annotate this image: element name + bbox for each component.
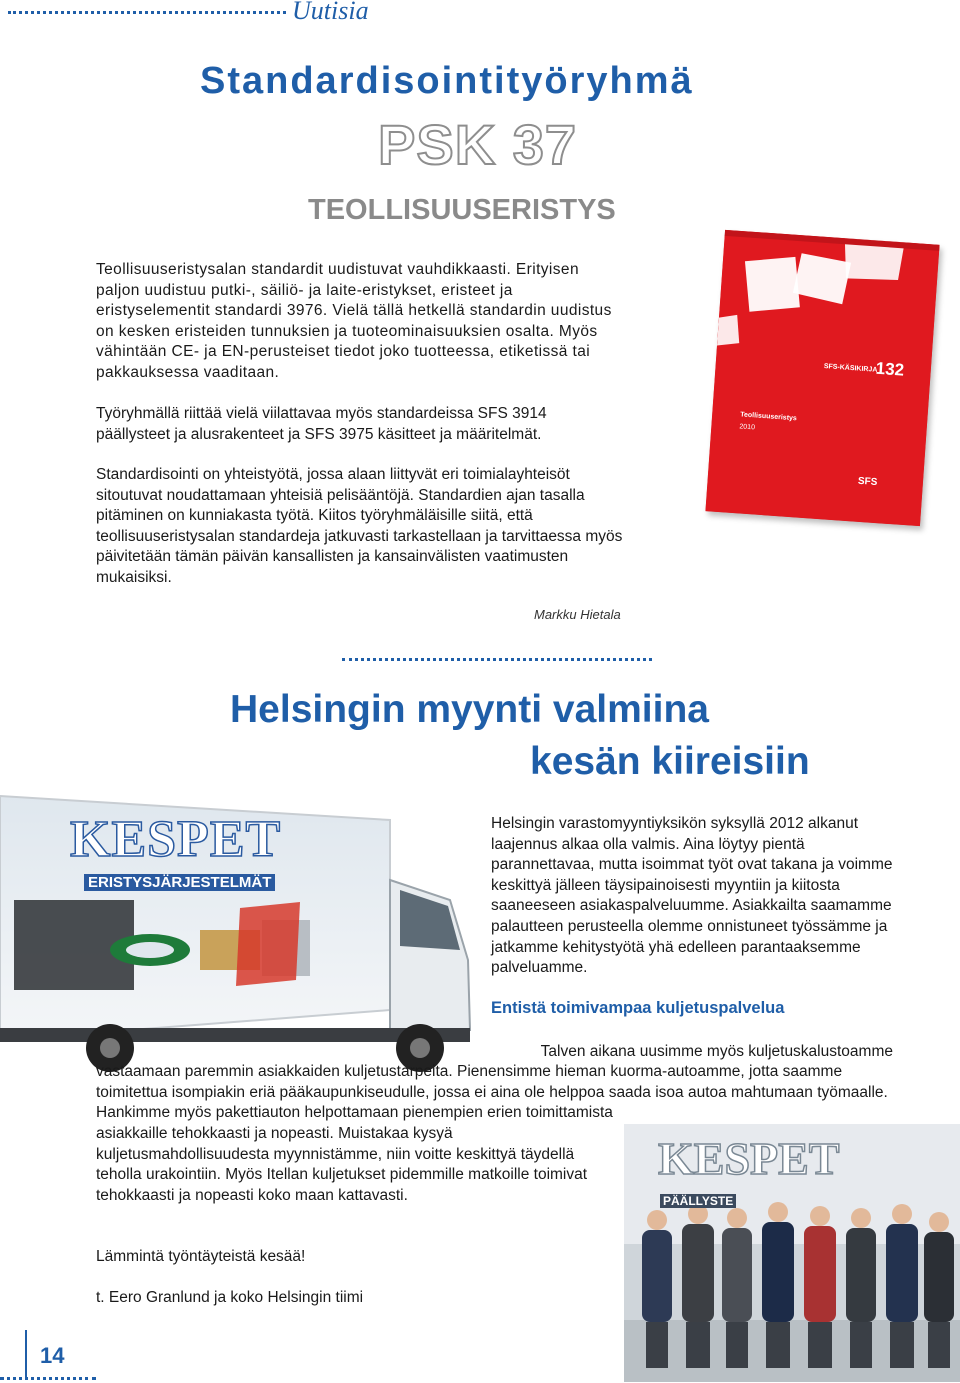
footer-dotted-rule — [0, 1377, 96, 1380]
article2-paragraph-2a: Talven aikana uusimme myös kuljetuskalustoamme — [540, 1043, 893, 1060]
article-separator — [342, 658, 652, 661]
book-year: 2010 — [739, 423, 756, 432]
banner-slogan: PÄÄLLYSTE — [660, 1194, 736, 1208]
article1-title: Standardisointityöryhmä — [200, 60, 694, 102]
truck-slogan: ERISTYSJÄRJESTELMÄT — [84, 874, 275, 891]
team-photo — [624, 1124, 960, 1382]
page-number: 14 — [40, 1343, 65, 1368]
banner-brand: KESPET — [658, 1133, 840, 1184]
book-series: SFS-KÄSIKIRJA — [823, 363, 878, 374]
article2-paragraph-1: Helsingin varastomyyntiyksikön syksyllä 2012 alkanut laajennus alkaa olla valmis. Aina löytyy pientä parannettavaa, mutta isoimmat työt ovat takana ja voimme keskittyä jälleen täysipainoisesti myyntiin ja kiitosta saaneeseen asiakaspalveluumme. Asiakkailta saamamme palautteen perusteella olemme onnistuneet työssämme ja jatkamme kehitystyötä yhä edelleen parantaaksemme palveluamme. — [491, 815, 893, 977]
page-number-rule — [25, 1330, 27, 1378]
article2-paragraph-2b: vastaamaan paremmin asiakkaiden kuljetustarpeita. Pienensimme hieman kuorma-autoamme, jotta saamme toimitettua isompiakin eriä pääkaupunkiseudulle, jossa ei aina ole helppoa saada isoa autoa mahtumaan työmaalle. Hankimme myös pakettiauton helpottamaan pienempien erien toimittamista — [96, 1063, 888, 1122]
article1-subtitle: TEOLLISUUSERISTYS — [308, 194, 616, 226]
article2-title-line-1: Helsingin myynti valmiina — [230, 688, 709, 731]
book-number: 132 — [875, 358, 905, 380]
article1-author: Markku Hietala — [534, 607, 621, 622]
book-publisher-logo: SFS — [857, 475, 878, 489]
article2-paragraph-2c: asiakkaille tehokkaasti ja nopeasti. Muistakaa kysyä kuljetusmahdollisuudesta myynnistämme, niin voitte keskittyä täydellä teholla urakointiin. Myös Itellan kuljetukset pidemmille matkoille toimivat tehokkaasti ja nopeasti koko maan kattavasti. — [96, 1125, 588, 1204]
article1-code: PSK 37 — [378, 113, 577, 176]
truck-brand: KESPET — [70, 811, 282, 868]
book-cover-image — [705, 230, 939, 526]
book-title: Teollisuuseristys — [739, 411, 798, 423]
section-label: Uutisia — [292, 0, 369, 25]
closing-greeting: Lämmintä työntäyteistä kesää! — [96, 1248, 306, 1265]
closing-signature: t. Eero Granlund ja koko Helsingin tiimi — [96, 1289, 364, 1306]
article1-paragraph-2: Työryhmällä riittää vielä viilattavaa myös standardeissa SFS 3914 päällysteet ja alusrakenteet ja SFS 3975 käsitteet ja määritelmät. — [96, 405, 547, 443]
article1-paragraph-3: Standardisointi on yhteistyötä, jossa alaan liittyvät eri toimialayhteisöt sitoutuvat noudattamaan yhteisiä pelisääntöjä. Standardien ajan tasalla pitäminen on kunniakasta työtä. Kiitos työryhmäläisille siitä, että teollisuuseristysalan standardeja jatkuvasti tarkastellaan ja tarvittaessa myös päivitetään tämän päivän kansallisten ja kansainvälisten vaatimusten mukaisiksi. — [96, 466, 623, 586]
article1-paragraph-1: Teollisuuseristysalan standardit uudistuvat vauhdikkaasti. Erityisen paljon uudistuu putki-, säiliö- ja laite-eristykset, eristeet ja eristyselementit standardi 3976. Vielä tällä hetkellä standardin uudistus on kesken eristeiden tunnuksien ja tuoteominaisuuksien osalta. Myös vähintään CE- ja EN-perusteiset tiedot joko tuotteessa, etiketissä tai pakkauksessa vaaditaan. — [96, 261, 612, 381]
truck-photo — [0, 790, 480, 1080]
article2-subheading: Entistä toimivampaa kuljetuspalvelua — [491, 999, 785, 1017]
article2-title-line-2: kesän kiireisiin — [530, 740, 810, 783]
header-dotted-rule — [8, 11, 286, 14]
